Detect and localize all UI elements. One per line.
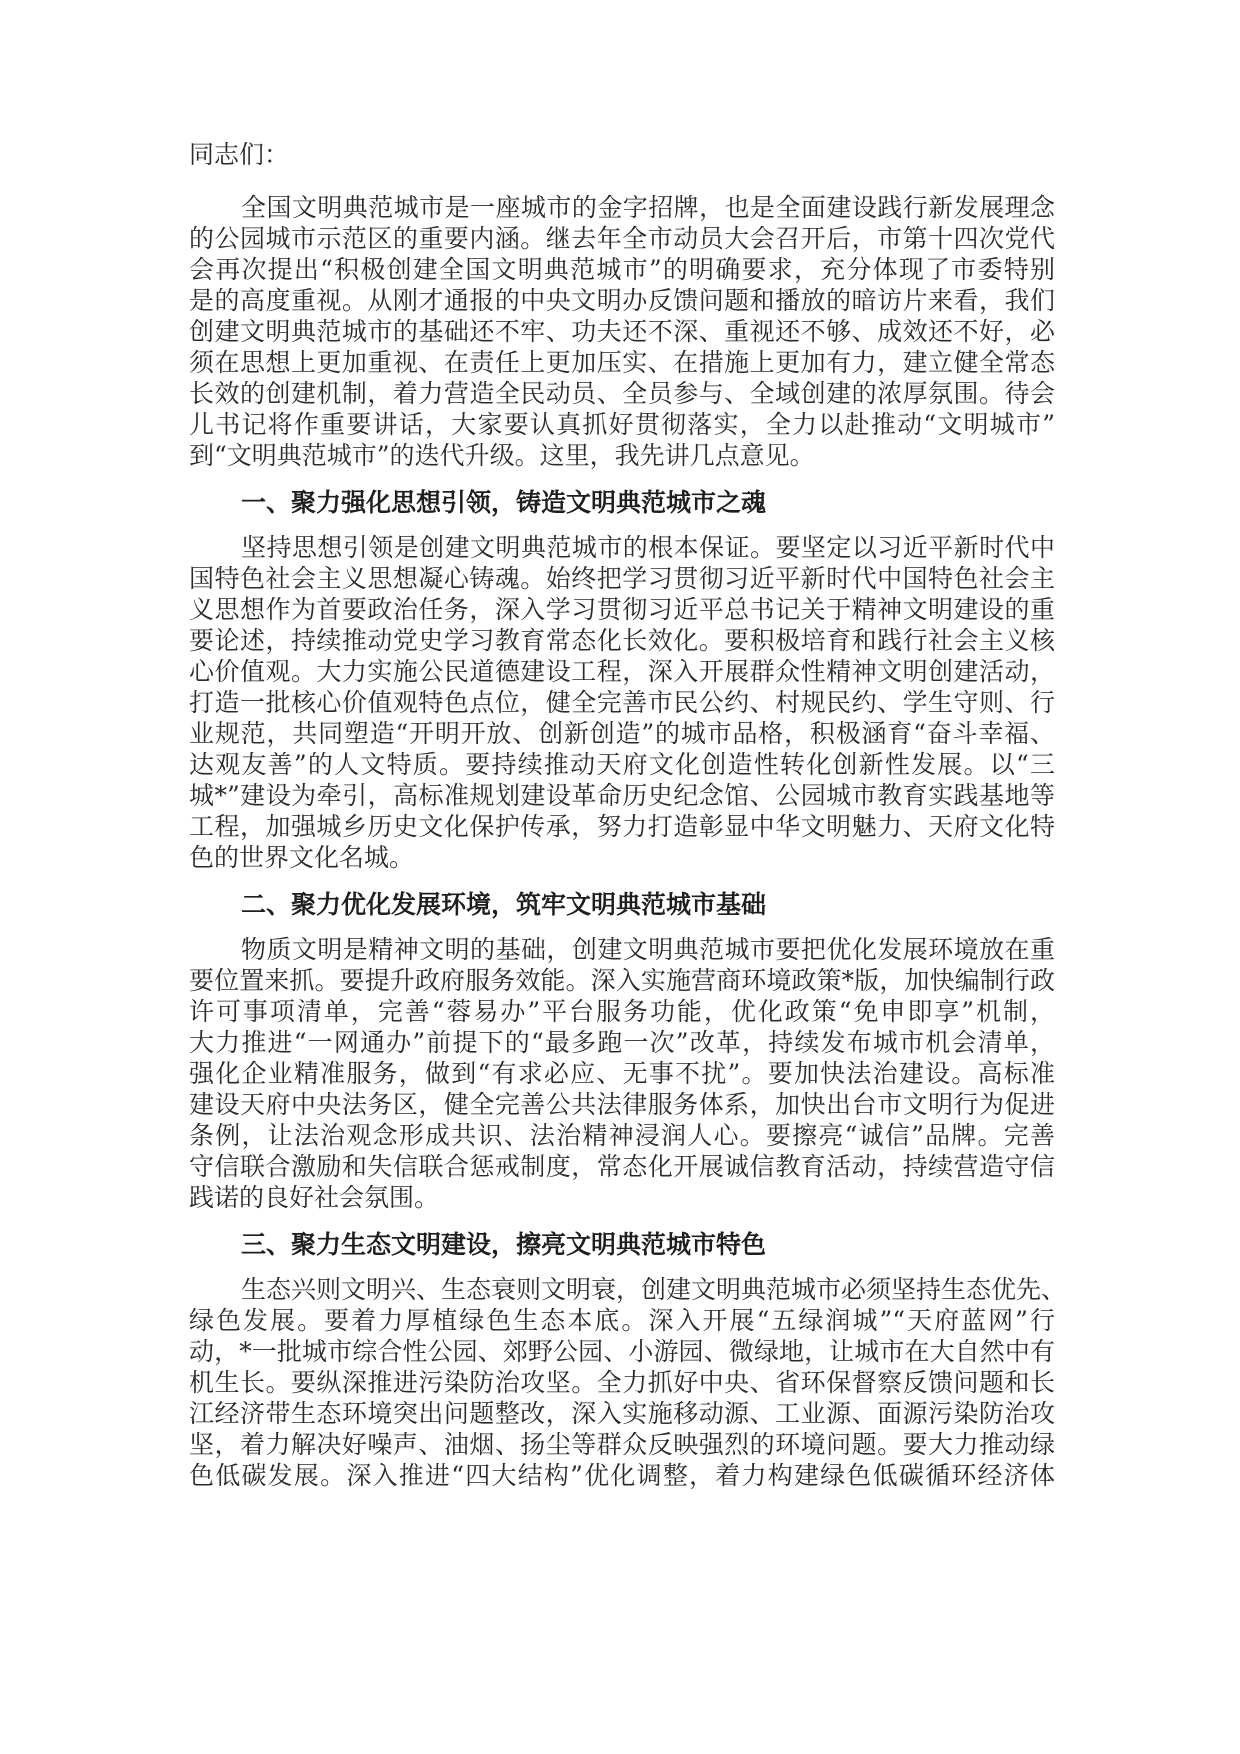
paragraph	[189, 1274, 1067, 1491]
paragraph-line: 须在思想上更加重视、在责任上更加压实、在措施上更加有力，建立健全常态	[189, 348, 1055, 377]
paragraph-line: 践诺的良好社会氛围。	[189, 1183, 440, 1212]
paragraph	[189, 934, 1055, 1213]
paragraph-line: 机生长。要纵深推进污染防治攻坚。全力抓好中央、省环保督察反馈问题和长	[189, 1368, 1055, 1397]
paragraph-line: 儿书记将作重要讲话，大家要认真抓好贯彻落实，全力以赴推动“文明城市”	[189, 410, 1055, 439]
document-page	[189, 139, 1067, 1491]
paragraph-line: 长效的创建机制，着力营造全民动员、全员参与、全域创建的浓厚氛围。待会	[189, 379, 1055, 408]
paragraph-line: 建设天府中央法务区，健全完善公共法律服务体系，加快出台市文明行为促进	[189, 1090, 1055, 1119]
paragraph-line: 达观友善”的人文特质。要持续推动天府文化创造性转化创新性发展。以“三	[189, 750, 1055, 779]
section-heading: 三、聚力生态文明建设，擦亮文明典范城市特色	[241, 1230, 767, 1259]
document-body	[189, 192, 1067, 1491]
paragraph-line: 全国文明典范城市是一座城市的金字招牌，也是全面建设践行新发展理念	[241, 193, 1055, 222]
paragraph-line: 会再次提出“积极创建全国文明典范城市”的明确要求，充分体现了市委特别	[189, 255, 1055, 284]
paragraph-line: 大力推进“一网通办”前提下的“最多跑一次”改革，持续发布城市机会清单，	[189, 1028, 1055, 1057]
paragraph-line: 守信联合激励和失信联合惩戒制度，常态化开展诚信教育活动，持续营造守信	[189, 1152, 1055, 1181]
paragraph-line: 坚持思想引领是创建文明典范城市的根本保证。要坚定以习近平新时代中	[241, 533, 1055, 562]
paragraph-line: 心价值观。大力实施公民道德建设工程，深入开展群众性精神文明创建活动，	[189, 657, 1055, 686]
section-heading: 二、聚力优化发展环境，筑牢文明典范城市基础	[241, 890, 767, 919]
paragraph-line: 条例，让法治观念形成共识、法治精神浸润人心。要擦亮“诚信”品牌。完善	[189, 1121, 1055, 1150]
paragraph-line: 生态兴则文明兴、生态衰则文明衰，创建文明典范城市必须坚持生态优先、	[241, 1275, 1067, 1304]
paragraph-line: 城*”建设为牵引，高标准规划建设革命历史纪念馆、公园城市教育实践基地等	[189, 781, 1055, 810]
paragraph-line: 义思想作为首要政治任务，深入学习贯彻习近平总书记关于精神文明建设的重	[189, 595, 1055, 624]
paragraph-line: 坚，着力解决好噪声、油烟、扬尘等群众反映强烈的环境问题。要大力推动绿	[189, 1430, 1055, 1459]
paragraph-line: 江经济带生态环境突出问题整改，深入实施移动源、工业源、面源污染防治攻	[189, 1399, 1055, 1428]
paragraph-line: 创建文明典范城市的基础还不牢、功夫还不深、重视还不够、成效还不好，必	[189, 317, 1055, 346]
paragraph-line: 工程，加强城乡历史文化保护传承，努力打造彰显中华文明魅力、天府文化特	[189, 812, 1055, 841]
paragraph-line: 要位置来抓。要提升政府服务效能。深入实施营商环境政策*版，加快编制行政	[189, 966, 1055, 995]
paragraph-line: 许可事项清单，完善“蓉易办”平台服务功能，优化政策“免申即享”机制，	[189, 997, 1055, 1026]
paragraph-line: 物质文明是精神文明的基础，创建文明典范城市要把优化发展环境放在重	[241, 935, 1055, 964]
paragraph-line: 到“文明典范城市”的迭代升级。这里，我先讲几点意见。	[189, 441, 815, 470]
paragraph-line: 绿色发展。要着力厚植绿色生态本底。深入开展“五绿润城”“天府蓝网”行	[189, 1306, 1055, 1335]
paragraph-line: 打造一批核心价值观特色点位，健全完善市民公约、村规民约、学生守则、行	[189, 688, 1055, 717]
paragraph-line: 色的世界文化名城。	[189, 843, 415, 872]
paragraph-line: 是的高度重视。从刚才通报的中央文明办反馈问题和播放的暗访片来看，我们	[189, 286, 1055, 315]
paragraph-line: 业规范，共同塑造“开明开放、创新创造”的城市品格，积极涵育“奋斗幸福、	[189, 719, 1055, 748]
paragraph-line: 动，*一批城市综合性公园、郊野公园、小游园、微绿地，让城市在大自然中有	[189, 1337, 1055, 1366]
paragraph	[189, 532, 1055, 873]
greeting: 同志们：	[189, 140, 290, 169]
paragraph-line: 要论述，持续推动党史学习教育常态化长效化。要积极培育和践行社会主义核	[189, 626, 1055, 655]
paragraph-line: 的公园城市示范区的重要内涵。继去年全市动员大会召开后，市第十四次党代	[189, 224, 1055, 253]
paragraph-line: 色低碳发展。深入推进“四大结构”优化调整，着力构建绿色低碳循环经济体	[189, 1461, 1055, 1490]
paragraph-line: 国特色社会主义思想凝心铸魂。始终把学习贯彻习近平新时代中国特色社会主	[189, 564, 1055, 593]
paragraph	[189, 192, 1055, 471]
section-heading: 一、聚力强化思想引领，铸造文明典范城市之魂	[241, 488, 767, 517]
paragraph-line: 强化企业精准服务，做到“有求必应、无事不扰”。要加快法治建设。高标准	[189, 1059, 1055, 1088]
